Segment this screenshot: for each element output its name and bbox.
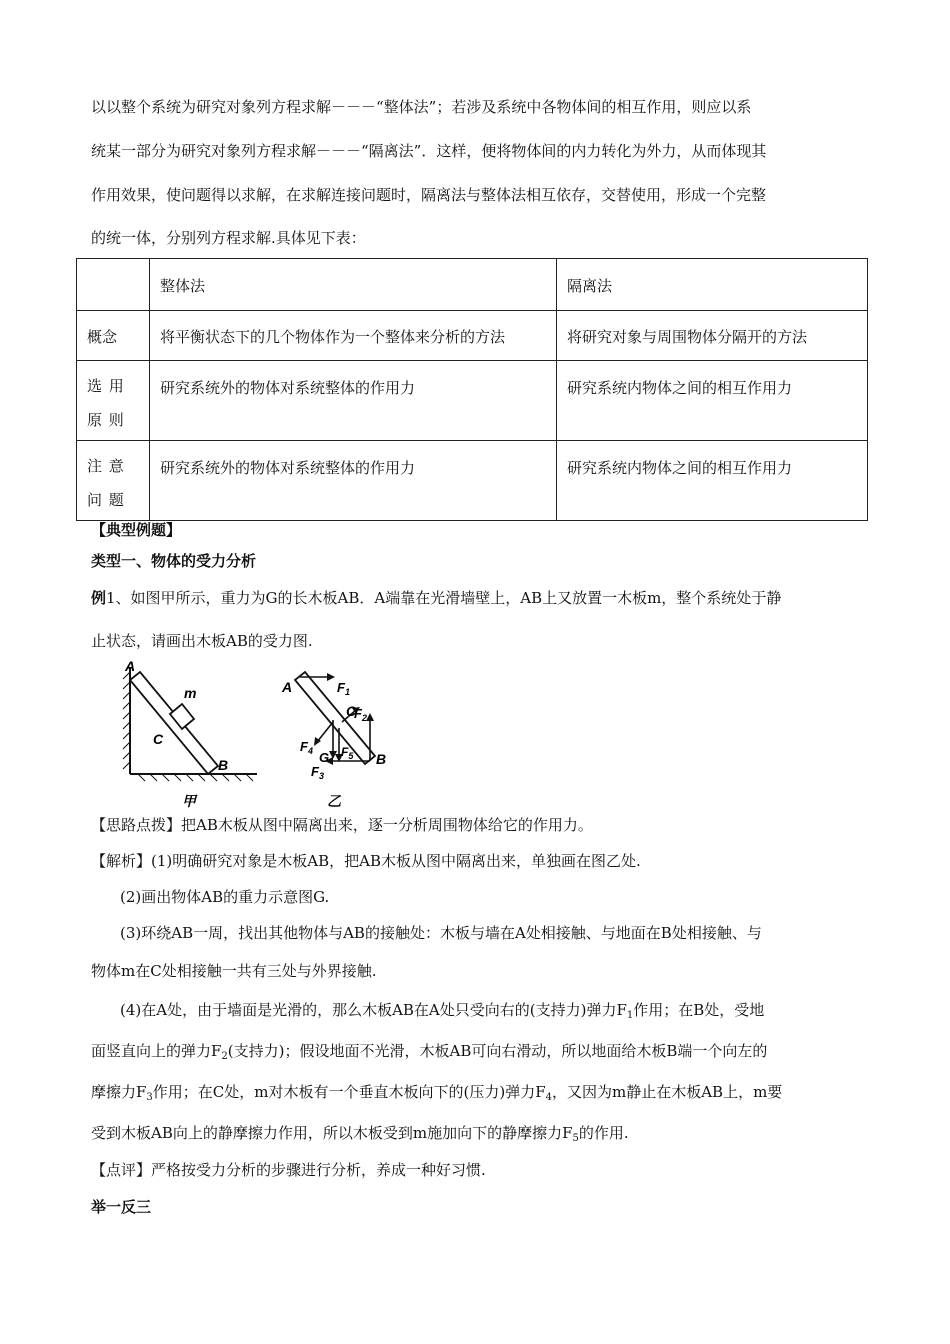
label-f3: $F_3$ [311,764,324,781]
example-label: 例 [91,589,107,607]
practice-title: 举一反三 [91,1198,152,1216]
example-line-2: 止状态，请画出木板AB的受力图. [91,632,313,650]
table-header-cell [77,259,150,311]
analysis-line-1 [91,850,641,871]
label-f2: $F_2$ [354,706,367,723]
analysis-step-4b: 面竖直向上的弹力$F_2$(支持力)；假设地面不光滑，木板AB可向右滑动，所以地面给木板B端一个向左的 [91,1042,768,1062]
type-title: 类型一、物体的受力分析 [91,552,257,570]
table-row [77,361,868,441]
label-b: B [218,757,229,773]
comparison-table [76,258,868,521]
row-whole-cell: 研究系统外的物体对系统整体的作用力 [150,361,557,441]
label-f4: $F_4$ [300,739,313,756]
row-isolate-cell: 将研究对象与周围物体分隔开的方法 [557,311,868,361]
example-line-1 [91,587,781,608]
figure-right [281,672,386,808]
table-header-row [77,259,868,311]
hint-tag: 【思路点拨】 [91,816,182,834]
review-tag: 【点评】 [91,1161,152,1179]
figure-left [123,658,257,808]
label-f5: $F_5$ [341,745,354,761]
row-label: 注 意 问 题 [77,441,150,521]
analysis-step-3a: (3)环绕AB一周，找出其他物体与AB的接触处：木板与墙在A处相接触、与地面在B处相接触、与 [120,924,762,942]
intro-line-2: 统某一部分为研究对象列方程求解－－－“隔离法”．这样，便将物体间的内力转化为外力，从而体现其 [91,142,767,160]
row-label: 选 用 原 则 [77,361,150,441]
label-c: C [153,731,164,747]
intro-line-3: 作用效果，使问题得以求解，在求解连接问题时，隔离法与整体法相互依存，交替使用，形成一个完整 [91,186,767,204]
caption-right: 乙 [327,793,341,808]
analysis-step-4c: 摩擦力$F_3$作用；在C处，m对木板有一个垂直木板向下的(压力)弹力$F_4$，又因为m静止在木板AB上，m要 [91,1083,783,1103]
table-header-cell: 整体法 [150,259,557,311]
analysis-step-4d: 受到木板AB向上的静摩擦力作用，所以木板受到m施加向下的静摩擦力$F_5$的作用. [91,1124,629,1144]
row-isolate-cell: 研究系统内物体之间的相互作用力 [557,441,868,521]
label-m: m [184,685,197,701]
label-c-right: C [346,703,357,719]
analysis-step-2: (2)画出物体AB的重力示意图G. [120,888,330,906]
row-isolate-cell: 研究系统内物体之间的相互作用力 [557,361,868,441]
analysis-tag: 【解析】 [91,852,152,870]
row-label: 概念 [77,311,150,361]
row-whole-cell: 将平衡状态下的几个物体作为一个整体来分析的方法 [150,311,557,361]
example-text: 1、如图甲所示，重力为G的长木板AB．A端靠在光滑墙壁上，AB上又放置一木板m，整个系统处于静 [106,589,782,607]
label-g: G [319,750,330,765]
intro-line-4: 的统一体，分别列方程求解.具体见下表： [91,229,366,247]
label-a: A [125,658,136,674]
analysis-step-3b: 物体m在C处相接触一共有三处与外界接触. [91,962,377,980]
intro-line-1: 以以整个系统为研究对象列方程求解－－－“整体法”；若涉及系统中各物体间的相互作用，则应以系 [91,98,752,116]
board-ab [130,672,218,774]
table-row [77,441,868,521]
force-diagram [120,658,420,808]
review-line [91,1159,486,1180]
label-a-right: A [282,679,293,695]
hint-text: 把AB木板从图中隔离出来，逐一分析周围物体给它的作用力。 [181,816,593,834]
label-b-right: B [376,751,387,767]
hint-line [91,814,593,835]
section-title: 【典型例题】 [91,521,182,539]
table-row [77,311,868,361]
table-header-cell: 隔离法 [557,259,868,311]
label-f1: $F_1$ [337,680,350,697]
review-text: 严格按受力分析的步骤进行分析，养成一种好习惯. [151,1161,486,1179]
caption-left: 甲 [182,793,196,808]
analysis-step-4a: (4)在A处，由于墙面是光滑的，那么木板AB在A处只受向右的(支持力)弹力$F_1$作用；在B处，受地 [120,1001,765,1021]
analysis-step-1: (1)明确研究对象是木板AB，把AB木板从图中隔离出来，单独画在图乙处. [151,852,641,870]
row-whole-cell: 研究系统外的物体对系统整体的作用力 [150,441,557,521]
